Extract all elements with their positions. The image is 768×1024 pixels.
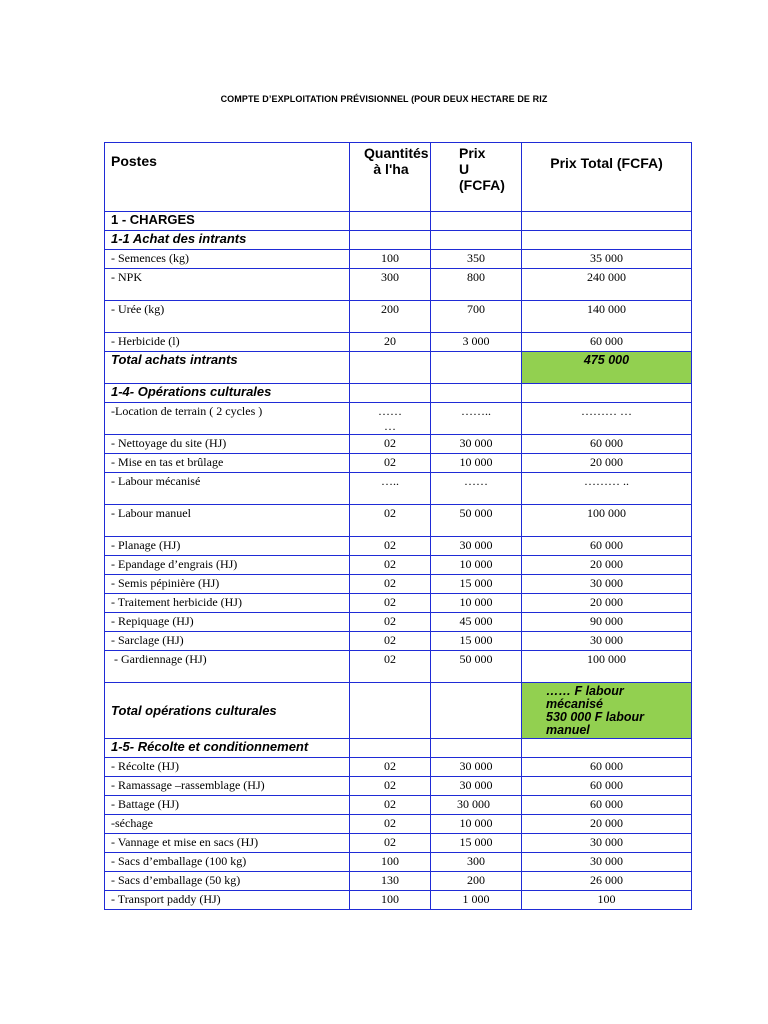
row-unit-price: 3 000 xyxy=(431,333,522,352)
row-quantity: 200 xyxy=(350,301,431,333)
table-row xyxy=(105,834,692,853)
total-intrants-label: Total achats intrants xyxy=(105,352,350,384)
subsection-recolte-row xyxy=(105,739,692,758)
row-total: 60 000 xyxy=(522,537,692,556)
header-quantite: Quantités à l'ha xyxy=(350,143,431,212)
row-label: - Vannage et mise en sacs (HJ) xyxy=(105,834,350,853)
row-label: - Récolte (HJ) xyxy=(105,758,350,777)
row-label: - Sacs d’emballage (50 kg) xyxy=(105,872,350,891)
table-row xyxy=(105,269,692,301)
row-label: - Sarclage (HJ) xyxy=(105,632,350,651)
row-total: 60 000 xyxy=(522,333,692,352)
row-total: 240 000 xyxy=(522,269,692,301)
table-row xyxy=(105,556,692,575)
row-unit-price: 30 000 xyxy=(431,796,522,815)
row-unit-price: …….. xyxy=(431,403,522,435)
row-total: 26 000 xyxy=(522,872,692,891)
row-label: - Epandage d’engrais (HJ) xyxy=(105,556,350,575)
row-unit-price: 1 000 xyxy=(431,891,522,910)
table-row xyxy=(105,537,692,556)
row-total: ……… … xyxy=(522,403,692,435)
row-quantity: 02 xyxy=(350,575,431,594)
subsection-intrants-title: 1-1 Achat des intrants xyxy=(105,231,350,250)
row-unit-price: 30 000 xyxy=(431,777,522,796)
row-total: 35 000 xyxy=(522,250,692,269)
table-row xyxy=(105,301,692,333)
row-label: - Sacs d’emballage (100 kg) xyxy=(105,853,350,872)
row-total: 20 000 xyxy=(522,815,692,834)
row-label: - Labour mécanisé xyxy=(105,473,350,505)
row-label: - Gardiennage (HJ) xyxy=(105,651,350,683)
table-row xyxy=(105,632,692,651)
row-total: 30 000 xyxy=(522,834,692,853)
total-operations-manuel: 530 000 F labour manuel xyxy=(546,709,644,737)
row-unit-price: 15 000 xyxy=(431,575,522,594)
row-unit-price: 15 000 xyxy=(431,834,522,853)
row-unit-price: 10 000 xyxy=(431,556,522,575)
table-row xyxy=(105,758,692,777)
header-prix-total: Prix Total (FCFA) xyxy=(522,143,692,212)
row-unit-price: 800 xyxy=(431,269,522,301)
row-total: ……… .. xyxy=(522,473,692,505)
row-label: - Transport paddy (HJ) xyxy=(105,891,350,910)
table-row xyxy=(105,891,692,910)
table-row xyxy=(105,853,692,872)
table-row xyxy=(105,594,692,613)
row-unit-price: 45 000 xyxy=(431,613,522,632)
section-charges-title: 1 - CHARGES xyxy=(105,212,350,231)
table-row xyxy=(105,796,692,815)
row-quantity: 02 xyxy=(350,815,431,834)
row-total: 60 000 xyxy=(522,435,692,454)
total-operations-row xyxy=(105,683,692,739)
row-quantity: 02 xyxy=(350,505,431,537)
table-row xyxy=(105,651,692,683)
total-operations-value xyxy=(522,683,692,739)
row-unit-price: …… xyxy=(431,473,522,505)
table-row xyxy=(105,613,692,632)
row-quantity: 100 xyxy=(350,891,431,910)
subsection-operations-title: 1-4- Opérations culturales xyxy=(105,384,350,403)
row-total: 20 000 xyxy=(522,556,692,575)
row-unit-price: 10 000 xyxy=(431,594,522,613)
row-unit-price: 50 000 xyxy=(431,651,522,683)
row-quantity: 02 xyxy=(350,651,431,683)
table-row xyxy=(105,777,692,796)
row-label: - NPK xyxy=(105,269,350,301)
row-quantity: 02 xyxy=(350,435,431,454)
row-label: - Nettoyage du site (HJ) xyxy=(105,435,350,454)
row-total: 30 000 xyxy=(522,853,692,872)
table-row xyxy=(105,575,692,594)
subsection-operations-row xyxy=(105,384,692,403)
row-label: - Labour manuel xyxy=(105,505,350,537)
row-label: - Semis pépinière (HJ) xyxy=(105,575,350,594)
table-row xyxy=(105,454,692,473)
row-unit-price: 50 000 xyxy=(431,505,522,537)
row-quantity: 02 xyxy=(350,777,431,796)
row-total: 140 000 xyxy=(522,301,692,333)
table-row xyxy=(105,435,692,454)
table-row xyxy=(105,403,692,435)
row-total: 60 000 xyxy=(522,758,692,777)
row-label: - Urée (kg) xyxy=(105,301,350,333)
table-row xyxy=(105,872,692,891)
row-unit-price: 30 000 xyxy=(431,537,522,556)
table-row xyxy=(105,815,692,834)
table-row xyxy=(105,250,692,269)
row-quantity: 02 xyxy=(350,796,431,815)
row-unit-price: 30 000 xyxy=(431,435,522,454)
row-label: - Herbicide (l) xyxy=(105,333,350,352)
header-row xyxy=(105,143,692,212)
row-quantity: 02 xyxy=(350,454,431,473)
row-total: 20 000 xyxy=(522,594,692,613)
row-total: 100 xyxy=(522,891,692,910)
subsection-intrants-row xyxy=(105,231,692,250)
row-unit-price: 10 000 xyxy=(431,454,522,473)
row-total: 100 000 xyxy=(522,505,692,537)
header-prix-unitaire: Prix U (FCFA) xyxy=(431,143,522,212)
row-unit-price: 300 xyxy=(431,853,522,872)
row-quantity: 02 xyxy=(350,613,431,632)
row-unit-price: 30 000 xyxy=(431,758,522,777)
row-quantity: 130 xyxy=(350,872,431,891)
row-quantity: 02 xyxy=(350,834,431,853)
row-total: 60 000 xyxy=(522,796,692,815)
row-unit-price: 200 xyxy=(431,872,522,891)
total-operations-mecanise: …… F labour mécanisé xyxy=(546,683,624,711)
row-quantity: 20 xyxy=(350,333,431,352)
row-quantity: 100 xyxy=(350,250,431,269)
row-unit-price: 700 xyxy=(431,301,522,333)
subsection-recolte-title: 1-5- Récolte et conditionnement xyxy=(105,739,350,758)
total-intrants-value: 475 000 xyxy=(522,352,692,384)
row-quantity: …… … xyxy=(350,403,431,435)
row-label: - Ramassage –rassemblage (HJ) xyxy=(105,777,350,796)
header-postes: Postes xyxy=(105,143,350,212)
row-label: - Mise en tas et brûlage xyxy=(105,454,350,473)
row-label: -séchage xyxy=(105,815,350,834)
total-intrants-row xyxy=(105,352,692,384)
row-quantity: 02 xyxy=(350,758,431,777)
row-total: 30 000 xyxy=(522,632,692,651)
row-label: -Location de terrain ( 2 cycles ) xyxy=(105,403,350,435)
row-quantity: 02 xyxy=(350,632,431,651)
row-quantity: 02 xyxy=(350,556,431,575)
row-unit-price: 10 000 xyxy=(431,815,522,834)
row-total: 60 000 xyxy=(522,777,692,796)
table-row xyxy=(105,473,692,505)
row-label: - Traitement herbicide (HJ) xyxy=(105,594,350,613)
row-total: 100 000 xyxy=(522,651,692,683)
row-quantity: ….. xyxy=(350,473,431,505)
row-quantity: 02 xyxy=(350,594,431,613)
row-quantity: 300 xyxy=(350,269,431,301)
table-row xyxy=(105,505,692,537)
row-label: - Semences (kg) xyxy=(105,250,350,269)
row-unit-price: 15 000 xyxy=(431,632,522,651)
budget-table xyxy=(104,142,692,910)
row-total: 20 000 xyxy=(522,454,692,473)
row-quantity: 100 xyxy=(350,853,431,872)
row-total: 30 000 xyxy=(522,575,692,594)
row-total: 90 000 xyxy=(522,613,692,632)
row-label: - Repiquage (HJ) xyxy=(105,613,350,632)
total-operations-label: Total opérations culturales xyxy=(105,683,350,739)
section-charges-row xyxy=(105,212,692,231)
row-label: - Planage (HJ) xyxy=(105,537,350,556)
document-title: COMPTE D’EXPLOITATION PRÉVISIONNEL (POUR DEUX HECTARE DE RIZ xyxy=(220,94,548,104)
row-quantity: 02 xyxy=(350,537,431,556)
row-unit-price: 350 xyxy=(431,250,522,269)
table-row xyxy=(105,333,692,352)
row-label: - Battage (HJ) xyxy=(105,796,350,815)
